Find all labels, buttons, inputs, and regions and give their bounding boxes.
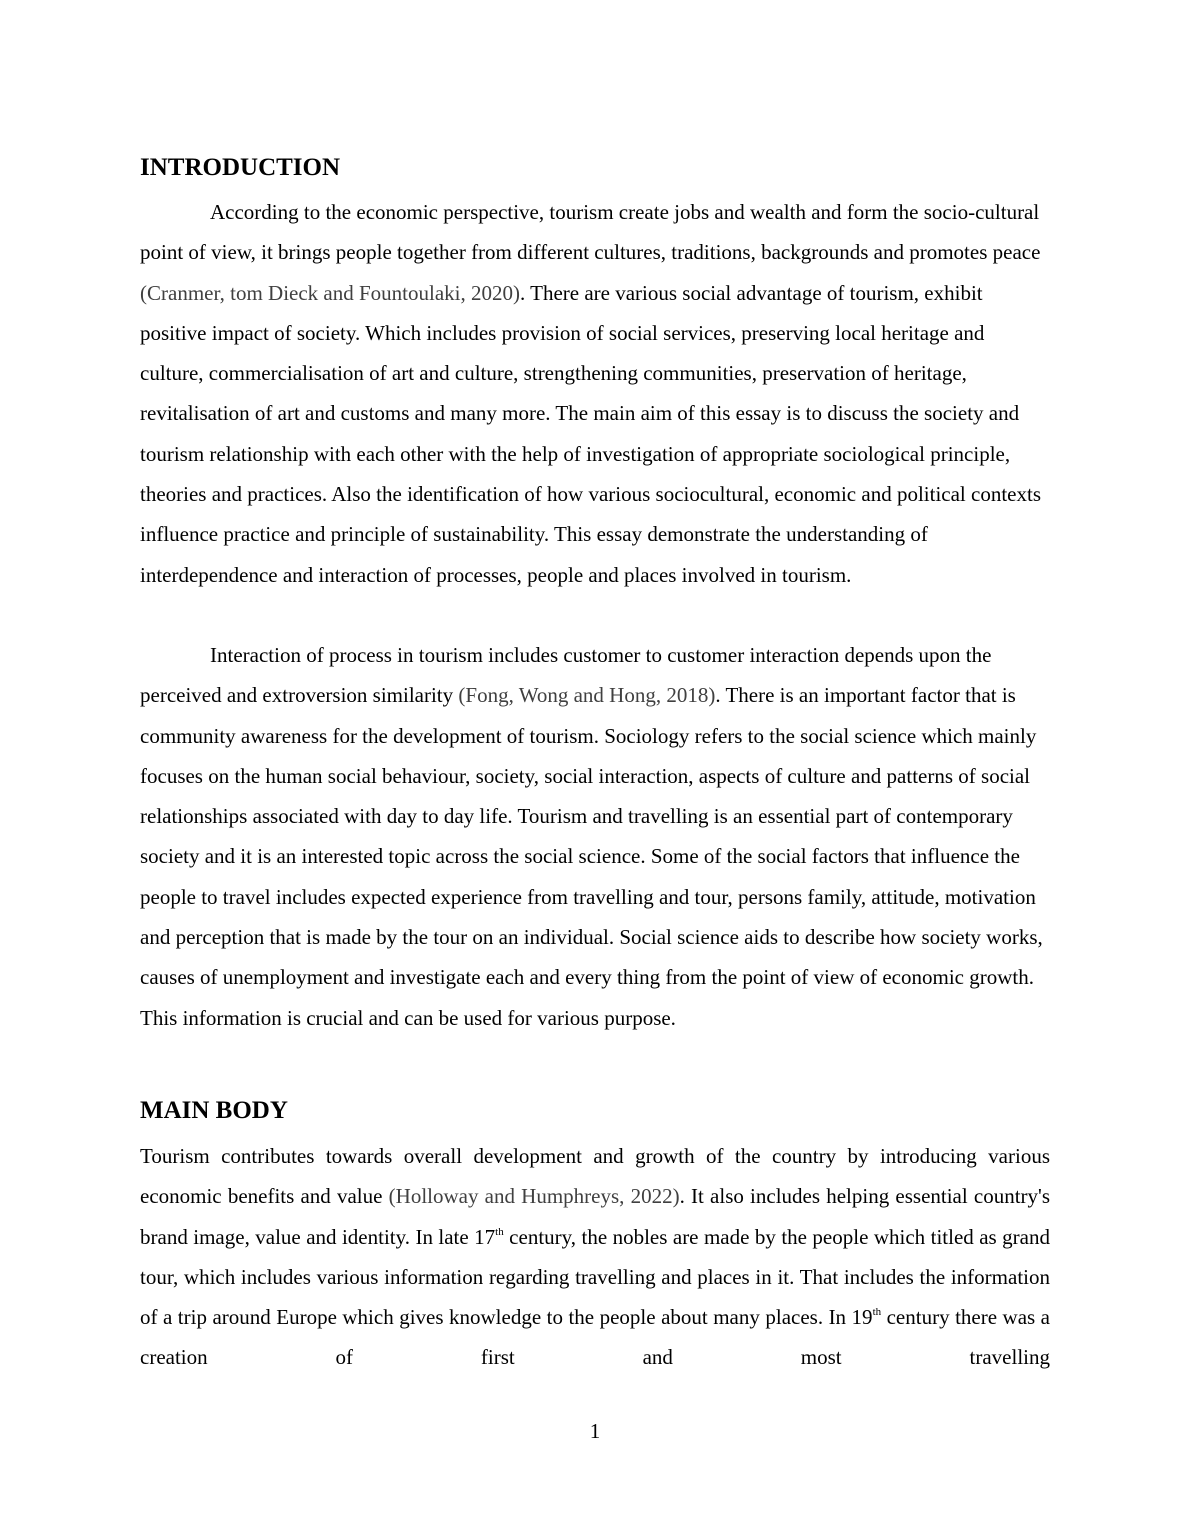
- paragraph-text: Interaction of process in tourism includes customer to customer interaction depends upon the perceived and extroversion similarity: [140, 643, 992, 708]
- introduction-heading: INTRODUCTION: [140, 154, 341, 181]
- introduction-paragraph-1: [140, 192, 1050, 595]
- introduction-paragraph-2: [140, 635, 1050, 1038]
- citation: (Holloway and Humphreys, 2022): [388, 1184, 680, 1209]
- paragraph-text: . There are various social advantage of tourism, exhibit positive impact of society. Which includes provision of social services, preserving local heritage and culture, commercialisation of art and culture, strengthening communities, preservation of heritage, revitalisation of art and customs and many more. The main aim of this essay is to discuss the society and tourism relationship with each other with the help of investigation of appropriate sociological principle, theories and practices. Also the identification of how various sociocultural, economic and political contexts influence practice and principle of sustainability. This essay demonstrate the understanding of interdependence and interaction of processes, people and places involved in tourism.: [140, 280, 1041, 587]
- document-page: [140, 0, 1050, 1540]
- citation: (Fong, Wong and Hong, 2018): [458, 683, 716, 708]
- ordinal-superscript: th: [495, 1225, 504, 1238]
- main-body-paragraph-1: [140, 1136, 1050, 1378]
- citation: (Cranmer, tom Dieck and Fountoulaki, 2020): [140, 280, 520, 305]
- paragraph-text: century, the nobles are made by the people which titled as grand tour, which includes various information regarding travelling and places in it. That includes the information of a trip around Europe which gives knowledge to the people about many places. In 19: [140, 1224, 1050, 1330]
- paragraph-text: century there was a creation of first and most travelling: [140, 1305, 1051, 1370]
- paragraph-text: . There is an important factor that is community awareness for the development of tourism. Sociology refers to the social science which mainly focuses on the human social behaviour, society, social interaction, aspects of culture and patterns of social relationships associated with day to day life. Tourism and travelling is an essential part of contemporary society and it is an interested topic across the social science. Some of the social factors that influence the people to travel includes expected experience from travelling and tour, persons family, attitude, motivation and perception that is made by the tour on an individual. Social science aids to describe how society works, causes of unemployment and investigate each and every thing from the point of view of economic growth. This information is crucial and can be used for various purpose.: [140, 683, 1043, 1030]
- main-body-heading: MAIN BODY: [140, 1097, 288, 1124]
- page-number: 1: [589, 1419, 601, 1443]
- paragraph-text: . It also includes helping essential country's brand image, value and identity. In late 17: [140, 1184, 1051, 1249]
- paragraph-text: According to the economic perspective, tourism create jobs and wealth and form the socio-cultural point of view, it brings people together from different cultures, traditions, backgrounds and promotes peace: [140, 200, 1041, 265]
- paragraph-text: Tourism contributes towards overall development and growth of the country by introducing various economic benefits and value: [140, 1144, 1050, 1209]
- ordinal-superscript: th: [872, 1306, 882, 1319]
